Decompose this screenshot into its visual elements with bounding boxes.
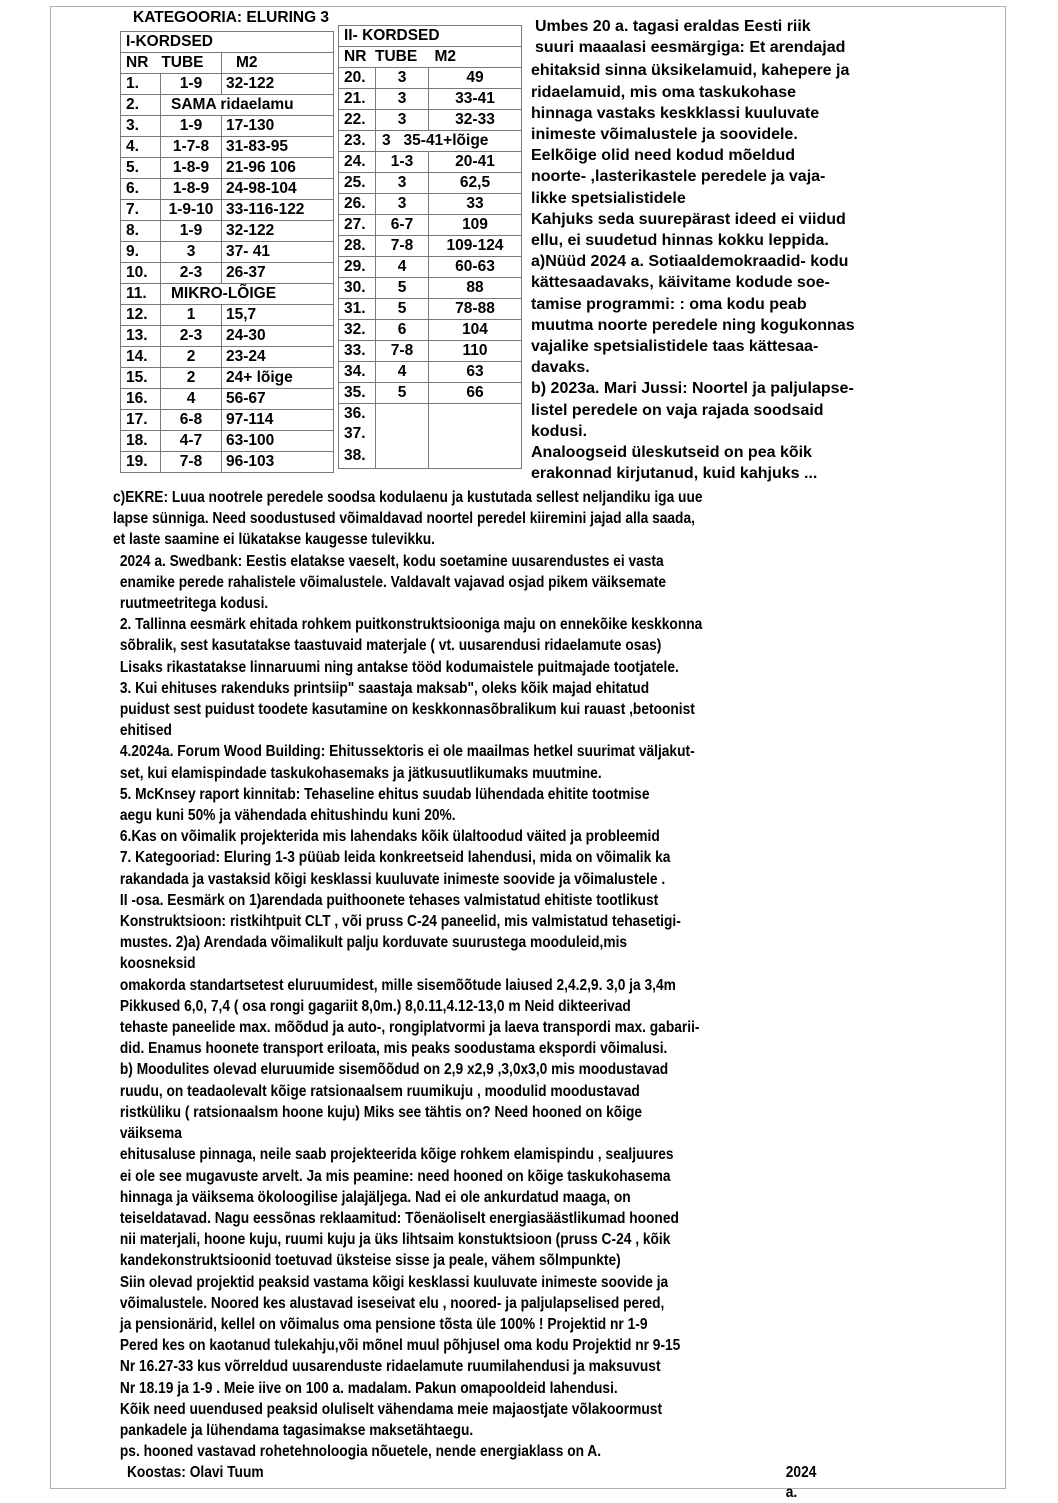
intro-line: ridaelamuid, mis oma taskukohase [531,83,796,101]
cell-tube: 3 [161,242,222,263]
table-row [121,95,334,116]
table-row [121,347,334,368]
cell-tube: 5 [376,299,429,320]
body-line: 5. McKnsey raport kinnitab: Tehaseline ehitus suudab lühendada ehitite tootmise [119,785,650,803]
cell-nr: 4. [121,137,161,158]
body-line: Nr 18.19 ja 1-9 . Meie iive on 100 a. madalam. Pakun omapooldeid lahendusi. [119,1379,618,1397]
cell-m2: 20-41 [429,152,522,173]
header-nr: NR [344,48,367,65]
cell-nr: 15. [121,368,161,389]
body-line: pankadele ja lühendama tagasimakse maksetähtaegu. [119,1421,474,1439]
intro-line: hinnaga vastaks keskklassi kuuluvate [531,104,820,122]
table-row [121,305,334,326]
cell-nr: 29. [339,257,376,278]
cell-nr: 36. [339,404,376,425]
cell-m2: 78-88 [429,299,522,320]
cell-tube: 2 [161,347,222,368]
cell-m2: 109 [429,215,522,236]
intro-line: erakonnad kirjutanud, kuid kahjuks ... [531,465,818,483]
header-nr-tube [121,53,222,74]
table-row [339,89,522,110]
header-tube: TUBE [161,54,204,71]
body-line: did. Enamus hoonete transport eriloata, mis peaks soodustama ekspordi võimalusi. [119,1040,668,1058]
cell-merged: 3 35-41+lõige [376,131,522,152]
body-line: võimalustele. Noored kes alustavad iseseivat elu , noored- ja paljulapselised pered, [119,1294,665,1312]
cell-nr: 14. [121,347,161,368]
cell-tube: 1-9 [161,116,222,137]
cell-m2: 49 [429,68,522,89]
intro-text [531,16,931,484]
cell-m2: 60-63 [429,257,522,278]
cell-nr: 2. [121,95,161,116]
body-line: enamike perede rahalistele võimalustele. Valdavalt vajavad osjad pikem väiksemate [119,573,666,591]
cell-m2: 33-116-122 [222,200,334,221]
body-line: 6.Kas on võimalik projekterida mis lahendaks kõik ülaltoodud väited ja probleemid [119,828,660,846]
intro-line: Eelkõige olid need kodud mõeldud [531,147,796,165]
body-line: Pikkused 6,0, 7,4 ( osa rongi gagariit 8,0m.) 8,0.11,4.12-13,0 m Neid dikteerivad [119,997,631,1015]
header-tube: TUBE [375,48,418,65]
body-line: sõbralik, sest kasutatakse taastuvaid materjale ( vt. uusarendusi ridaelamute osas) [119,637,662,655]
body-line: ristküliku ( ratsionaalsm hoone kuju) Miks see tähtis on? Need hooned on kõige [119,1103,643,1121]
cell-nr: 17. [121,410,161,431]
cell-tube: 1-9-10 [161,200,222,221]
author: Koostas: Olavi Tuum [127,1464,264,1481]
body-line: nii materjali, hoone kuju, ruumi kuju ja üks lihtsaim konstuktsioon (pruss C-24 , kõik [119,1231,671,1249]
year: 2024 a. [785,1464,817,1501]
table-row [339,444,522,469]
cell-tube: 2 [161,368,222,389]
cell-m2: 24-98-104 [222,179,334,200]
cell-tube: 4 [161,389,222,410]
table-row [121,284,334,305]
cell-tube: 1-9 [161,74,222,95]
cell-nr: 10. [121,263,161,284]
table-row [339,131,522,152]
cell-tube: 2-3 [161,326,222,347]
cell-nr: 38. [339,444,376,469]
cell-tube: 3 [376,194,429,215]
cell-tube: 3 [376,173,429,194]
body-line: ehitised [119,722,172,740]
body-line: lapse sünniga. Need soodustused võimaldavad noortel peredel kiiremini jajad alla saada, [113,510,695,528]
body-line: c)EKRE: Luua nootrele peredele soodsa kodulaenu ja kustutada sellest neljandiku iga uue [113,489,703,506]
table-title: II- KORDSED [339,26,522,47]
cell-m2: 33-41 [429,89,522,110]
body-text [113,487,818,1462]
table-row [121,116,334,137]
body-line: II -osa. Eesmärk on 1)arendada puithoonete tehases valmistatud ehitiste tootlikust [119,891,659,909]
body-line: kandekonstruktsioonid toetuvad üksteise sisse ja peale, vähem sõlmpunkte) [119,1252,621,1270]
cell-nr: 6. [121,179,161,200]
body-line: b) Moodulites olevad eluruumide sisemõõdud on 2,9 x2,9 ,3,0x3,0 mis moodustavad [119,1061,669,1079]
cell-tube: 5 [376,278,429,299]
intro-line: noorte- ,lasterikastele peredele ja vaja- [531,168,826,186]
table-row [339,236,522,257]
body-line: Lisaks rikastatakse linnaruumi ning antakse tööd kodumaistele puitmajade tootjatele. [119,658,679,676]
table-row [339,257,522,278]
intro-line: Kahjuks seda suurepärast ideed ei viidud [531,210,846,228]
intro-line: ehitaksid sinna üksikelamuid, kahepere ja [531,62,850,80]
cell-tube [376,444,429,469]
body-line: puidust sest puidust toodete kasutamine on keskkonnasõbralikum kui rauast ,betoonist [119,701,695,719]
intro-line: ellu, ei suudetud hinnas kokku leppida. [531,232,829,250]
cell-nr: 16. [121,389,161,410]
cell-tube: 2-3 [161,263,222,284]
table-row [121,368,334,389]
cell-nr: 3. [121,116,161,137]
header-m2: M2 [434,48,456,65]
table-row [339,320,522,341]
body-line: Konstruktsioon: ristkihtpuit CLT , või pruss C-24 paneelid, mis valmistatud tehasetigi- [119,913,681,931]
cell-merged: MIKRO-LÕIGE [161,284,334,305]
intro-line: tamise programmi: : oma kodu peab [531,295,807,313]
intro-line: b) 2023a. Mari Jussi: Noortel ja paljulapse- [531,380,854,398]
cell-nr: 33. [339,341,376,362]
table-row [121,200,334,221]
intro-line: muutma noorte peredele ning kogukonnas [531,316,855,334]
cell-nr: 34. [339,362,376,383]
body-line: teiseldatavad. Nagu eessõnas reklaamitud: Tõenäoliselt energiasäästlikumad hooned [119,1209,679,1227]
intro-line: likke spetsialistidele [531,189,686,207]
body-line: Siin olevad projektid peaksid vastama kõigi kesklassi kuuluvate inimeste soovide ja [119,1273,669,1291]
table-row [339,278,522,299]
body-line: ps. hooned vastavad rohetehnoloogia nõuetele, nende energiaklass on A. [119,1443,602,1461]
table-row [339,383,522,404]
cell-m2: 24-30 [222,326,334,347]
cell-m2: 63-100 [222,431,334,452]
cell-m2: 15,7 [222,305,334,326]
body-line: 2024 a. Swedbank: Eestis elatakse vaeselt, kodu soetamine uusarendustes ei vasta [119,552,664,570]
cell-nr: 8. [121,221,161,242]
table-row [121,158,334,179]
header-nr-tube-m2 [339,47,522,68]
cell-m2: 26-37 [222,263,334,284]
cell-tube: 1 [161,305,222,326]
cell-tube: 4 [376,362,429,383]
table-row [121,74,334,95]
body-line: aegu kuni 50% ja vähendada ehitushindu kuni 20%. [119,807,456,825]
cell-tube: 6 [376,320,429,341]
table-row [121,179,334,200]
table-row [339,152,522,173]
cell-merged: SAMA ridaelamu [161,95,334,116]
cell-nr: 18. [121,431,161,452]
body-line: Pered kes on kaotanud tulekahju,või mõnel muul põhjusel oma kodu Projektid nr 9-15 [119,1337,681,1355]
cell-nr: 26. [339,194,376,215]
cell-nr: 1. [121,74,161,95]
cell-tube: 3 [376,89,429,110]
cell-tube: 1-8-9 [161,158,222,179]
intro-line: kättesaadavaks, käivitame kodude soe- [531,274,830,292]
intro-line: suuri maaalasi eesmärgiga: Et arendajad [535,39,846,57]
cell-m2: 62,5 [429,173,522,194]
body-line: väiksema [119,1125,182,1143]
table-two-storey [338,25,522,469]
cell-tube: 4 [376,257,429,278]
cell-tube: 6-8 [161,410,222,431]
table-row [339,341,522,362]
header-nr: NR [126,54,149,71]
body-line: Nr 16.27-33 kus võrreldud uusarenduste ridaelamute ruumilahendusi ja maksuvust [119,1358,661,1376]
cell-tube: 4-7 [161,431,222,452]
body-line: koosneksid [119,955,196,973]
cell-nr: 13. [121,326,161,347]
body-line: ehitusaluse pinnaga, neile saab projekteerida kõige rohkem elamispindu , sealjuures [119,1146,674,1164]
footer [127,1463,817,1501]
table-row [121,263,334,284]
body-line: 3. Kui ehituses rakenduks printsiip" saastaja maksab", oleks kõik majad ehitatud [119,679,650,697]
body-line: rakandada ja vastaksid kõigi kesklassi kuuluvate inimeste soovide ja võimalustele . [119,870,666,888]
cell-tube: 1-7-8 [161,137,222,158]
cell-m2: 37- 41 [222,242,334,263]
cell-nr: 32. [339,320,376,341]
cell-tube: 1-8-9 [161,179,222,200]
cell-nr: 11. [121,284,161,305]
table-header-row [339,47,522,68]
cell-m2: 32-122 [222,74,334,95]
body-line: 4.2024a. Forum Wood Building: Ehitussektoris ei ole maailmas hetkel suurimat väljakut- [119,743,695,761]
cell-nr: 25. [339,173,376,194]
cell-nr: 23. [339,131,376,152]
cell-tube: 7-8 [376,236,429,257]
cell-m2: 24+ lõige [222,368,334,389]
cell-m2: 56-67 [222,389,334,410]
cell-m2: 97-114 [222,410,334,431]
cell-m2: 17-130 [222,116,334,137]
intro-line: kodusi. [531,422,588,440]
table-header-row [121,53,334,74]
cell-nr: 12. [121,305,161,326]
body-line: ruudu, on teadaolevalt kõige ratsionaalsem ruumikuju , moodulid moodustavad [119,1082,640,1100]
cell-m2 [429,424,522,444]
cell-tube: 7-8 [161,452,222,473]
body-line: hinnaga ja väiksema ökoloogilise jalajäljega. Nad ei ole ankurdatud maaga, on [119,1188,631,1206]
cell-nr: 31. [339,299,376,320]
cell-nr: 20. [339,68,376,89]
cell-m2: 31-83-95 [222,137,334,158]
cell-nr: 37. [339,424,376,444]
cell-nr: 24. [339,152,376,173]
table-row [121,452,334,473]
table-title-row [121,32,334,53]
cell-nr: 9. [121,242,161,263]
cell-nr: 5. [121,158,161,179]
cell-nr: 19. [121,452,161,473]
body-line: set, kui elamispindade taskukohasemaks ja jätkusuutlikumaks muutmine. [119,764,602,782]
intro-line: Umbes 20 a. tagasi eraldas Eesti riik [535,18,811,35]
body-line: tehaste paneelide max. mõõdud ja auto-, rongiplatvormi ja laeva transpordi max. gabarii- [119,1019,700,1037]
body-line: omakorda standartsetest eluruumidest, mille sisemõõtude laiused 2,4.2,9. 3,0 ja 3,4m [119,976,676,994]
cell-nr: 27. [339,215,376,236]
body-line: ruutmeetritega kodusi. [119,595,269,613]
table-row [121,431,334,452]
table-row [121,221,334,242]
cell-m2: 23-24 [222,347,334,368]
cell-tube [376,404,429,425]
intro-line: Analoogseid üleskutseid on pea kõik [531,444,812,462]
table-row [339,362,522,383]
table-row [121,137,334,158]
cell-m2: 96-103 [222,452,334,473]
intro-line: listel peredele on vaja rajada soodsaid [531,401,824,419]
table-row [121,389,334,410]
table-row [339,424,522,444]
body-line: 2. Tallinna eesmärk ehitada rohkem puitkonstruktsiooniga maju on ennekõike keskkonna [119,616,703,634]
table-single-storey [120,31,334,473]
cell-nr: 35. [339,383,376,404]
cell-nr: 7. [121,200,161,221]
body-line: Kõik need uuendused peaksid oluliselt vähendama meie majaostjate võlakoormust [119,1400,663,1418]
cell-tube: 7-8 [376,341,429,362]
cell-m2: 110 [429,341,522,362]
cell-m2: 21-96 106 [222,158,334,179]
cell-nr: 28. [339,236,376,257]
cell-m2: 63 [429,362,522,383]
table-row [339,194,522,215]
table-row [339,299,522,320]
intro-line: davaks. [531,359,590,377]
cell-m2: 104 [429,320,522,341]
cell-m2 [429,404,522,425]
header-m2: M2 [222,53,334,74]
table-row [339,215,522,236]
cell-nr: 22. [339,110,376,131]
intro-line: inimeste võimalustele ja soovidele. [531,126,798,144]
cell-tube: 6-7 [376,215,429,236]
cell-m2: 66 [429,383,522,404]
intro-line: vajalike spetsialistidele taas kättesaa- [531,338,819,356]
table-row [121,326,334,347]
cell-m2: 33 [429,194,522,215]
table-row [339,404,522,425]
body-line: et laste saamine ei lükatakse kaugesse tulevikku. [113,531,436,549]
cell-nr: 30. [339,278,376,299]
table-row [121,242,334,263]
category-title: KATEGOORIA: ELURING 3 [133,9,330,26]
cell-nr: 21. [339,89,376,110]
cell-m2: 88 [429,278,522,299]
body-line: mustes. 2)a) Arendada võimalikult palju korduvate suurustega mooduleid,mis [119,934,628,952]
cell-tube: 1-9 [161,221,222,242]
intro-line: a)Nüüd 2024 a. Sotiaaldemokraadid- kodu [531,253,849,271]
cell-tube [376,424,429,444]
cell-tube: 1-3 [376,152,429,173]
table-row [339,110,522,131]
cell-tube: 3 [376,110,429,131]
table-title: I-KORDSED [121,32,334,53]
table-row [339,173,522,194]
table-row [121,410,334,431]
body-line: ei ole see mugavuste arvelt. Ja mis peamine: need hooned on kõige taskukohasema [119,1167,671,1185]
cell-tube: 5 [376,383,429,404]
table-row [339,68,522,89]
cell-m2: 32-122 [222,221,334,242]
cell-m2: 32-33 [429,110,522,131]
body-line: 7. Kategooriad: Eluring 1-3 püüab leida konkreetseid lahendusi, mida on võimalik ka [119,849,671,867]
body-line: ja pensionärid, kellel on võimalus oma pensione tõsta üle 100% ! Projektid nr 1-9 [119,1315,648,1333]
cell-m2 [429,444,522,469]
table-title-row [339,26,522,47]
cell-m2: 109-124 [429,236,522,257]
cell-tube: 3 [376,68,429,89]
